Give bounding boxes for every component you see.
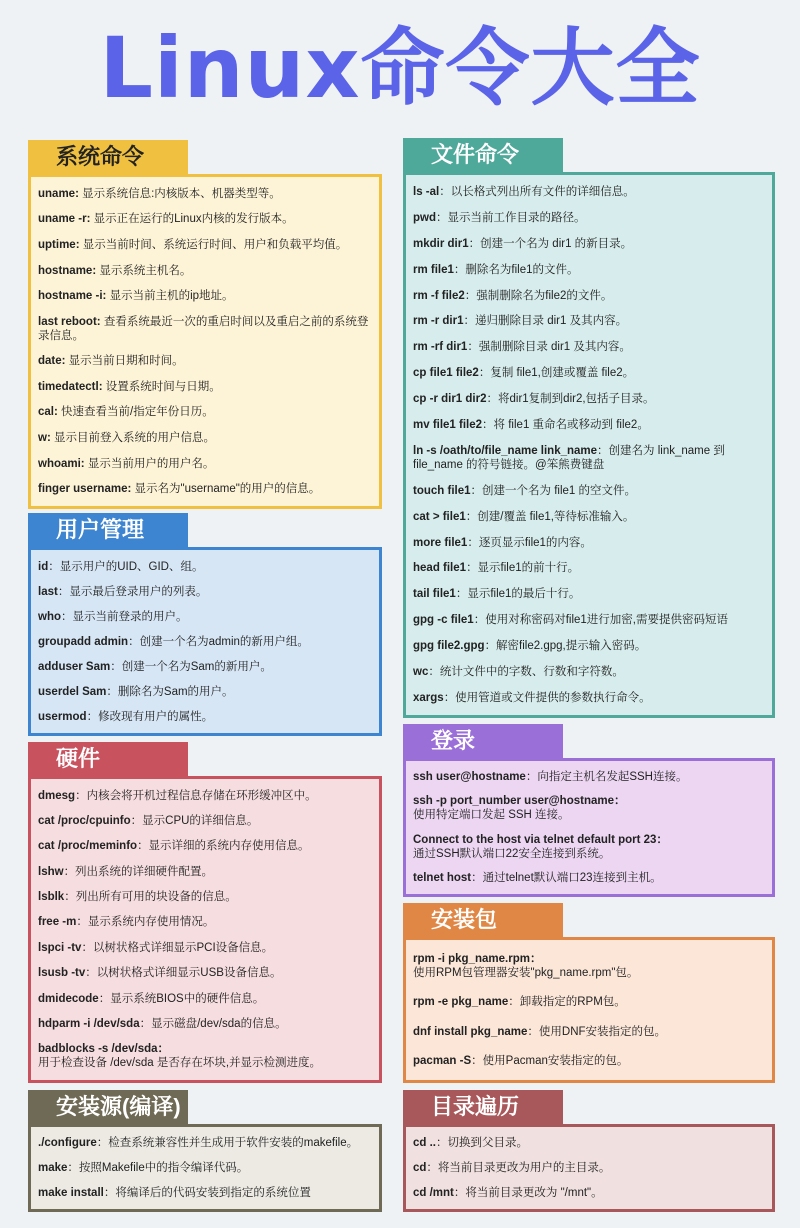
command-description: ：将当前目录更改为 "/mnt"。 [453,1186,603,1199]
command-list [403,1124,775,1212]
command-item [413,639,765,653]
command-item [413,340,765,354]
command-item [413,665,765,679]
command-name: who [38,610,61,623]
command-item [38,941,372,955]
command-description: 显示当前时间、系统运行时间、用户和负载平均值。 [79,238,348,251]
command-description: ：列出系统的详细硬件配置。 [63,865,214,878]
command-description: ：逐页显示file1的内容。 [467,536,592,549]
section-title: 硬件 [28,742,188,776]
command-description: ：强制删除目录 dir1 及其内容。 [467,341,631,354]
command-item [413,1161,765,1175]
command-item [38,610,372,624]
command-item [413,833,765,861]
command-name: touch file1 [413,484,471,497]
command-list [28,547,382,736]
command-name: dmidecode [38,992,99,1005]
command-name: make [38,1161,68,1174]
command-item [38,1017,372,1031]
command-item [413,952,765,980]
command-name: dmesg [38,789,76,802]
command-name: uname: [38,187,79,200]
command-item [38,560,372,574]
command-description: 通过SSH默认端口22安全连接到系统。 [413,847,611,860]
command-description: ：将编译后的代码安装到指定的系统位置 [103,1186,311,1199]
section-title: 用户管理 [28,513,188,547]
command-name: userdel Sam [38,685,107,698]
command-description: 显示目前登入系统的用户信息。 [50,431,215,444]
command-description: ：向指定主机名发起SSH连接。 [525,771,688,784]
command-name: cal: [38,406,58,419]
command-name: gpg file2.gpg [413,640,485,653]
command-description: ：创建一个名为 file1 的空文件。 [470,484,637,497]
command-description: ：使用对称密码对file1进行加密,需要提供密码短语 [473,614,728,627]
section-users [28,513,382,736]
command-list [403,937,775,1083]
command-name: cp file1 file2 [413,367,479,380]
command-description: ：显示CPU的详细信息。 [130,815,259,828]
command-description: ：内核会将开机过程信息存储在环形缓冲区中。 [75,789,317,802]
command-item [38,890,372,904]
command-item [38,354,372,368]
command-item [413,211,765,225]
command-item [38,212,372,226]
command-item [413,770,765,784]
command-name: cat > file1 [413,510,466,523]
command-name: ls -al [413,185,440,198]
command-item [413,613,765,627]
command-item [413,536,765,550]
command-name: pwd [413,211,436,224]
command-name: usermod [38,710,87,723]
command-item [413,366,765,380]
command-description: ：检查系统兼容性并生成用于软件安装的makefile。 [96,1137,359,1150]
command-item [38,710,372,724]
command-description: ：将 file1 重命名或移动到 file2。 [482,418,649,431]
command-name: cat /proc/cpuinfo [38,815,131,828]
command-name: date: [38,355,66,368]
command-name: pacman -S [413,1055,472,1068]
command-description: ：显示磁盘/dev/sda的信息。 [139,1017,287,1030]
command-item [413,1136,765,1150]
section-files [403,138,775,718]
command-description: ：强制删除名为file2的文件。 [464,289,613,302]
command-item [413,263,765,277]
command-description: ：创建一个名为Sam的新用户。 [110,660,272,673]
section-title: 目录遍历 [403,1090,563,1124]
command-description: ：统计文件中的字数、行数和字符数。 [428,665,624,678]
command-description: ：显示系统BIOS中的硬件信息。 [98,992,265,1005]
command-name: telnet host [413,871,472,884]
command-item [38,289,372,303]
command-name: lsusb -tv [38,967,86,980]
command-item [413,237,765,251]
command-item [38,1136,372,1150]
command-name: hostname -i: [38,290,107,303]
command-description: ：创建一个名为admin的新用户组。 [128,635,309,648]
command-name: uname -r: [38,213,91,226]
command-description: 显示名为"username"的用户的信息。 [131,483,321,496]
command-description: ：将当前目录更改为用户的主目录。 [426,1161,611,1174]
command-name: rm -r dir1 [413,315,464,328]
command-item [38,839,372,853]
command-description: ：使用Pacman安装指定的包。 [471,1055,629,1068]
command-name: timedatectl: [38,380,103,393]
command-name: tail file1 [413,588,456,601]
command-description: 显示当前主机的ip地址。 [106,290,234,303]
command-name: ln -s /oath/to/file_name link_name [413,444,598,457]
command-item [38,264,372,278]
section-packages [403,903,775,1083]
command-name: hostname: [38,264,97,277]
command-description: ：显示file1的前十行。 [466,562,580,575]
command-name: adduser Sam [38,660,111,673]
command-name: whoami: [38,457,85,470]
command-item [413,871,765,885]
command-description: ：显示最后登录用户的列表。 [57,585,208,598]
command-description: ：以长格式列出所有文件的详细信息。 [439,185,635,198]
command-item [38,814,372,828]
command-name: cp -r dir1 dir2 [413,393,487,406]
section-login [403,724,775,897]
command-name: badblocks -s /dev/sda： [38,1043,170,1056]
command-description: ：按照Makefile中的指令编译代码。 [67,1161,249,1174]
command-name: mv file1 file2 [413,418,483,431]
command-list [28,174,382,509]
command-description: 快速查看当前/指定年份日历。 [57,406,214,419]
command-item [413,995,765,1009]
command-name: last [38,585,58,598]
command-name: rm file1 [413,263,454,276]
command-description: ：显示详细的系统内存使用信息。 [137,840,310,853]
command-name: gpg -c file1 [413,614,474,627]
command-description: ：创建名为 link_name 到 file_name 的符号链接。@笨熊费键盘 [413,444,725,471]
section-title: 安装源(编译) [28,1090,188,1124]
command-name: more file1 [413,536,468,549]
command-item [38,1042,372,1070]
command-description: ：创建一个名为 dir1 的新目录。 [468,237,633,250]
command-name: ./configure [38,1137,97,1150]
command-item [38,405,372,419]
command-description: 显示正在运行的Linux内核的发行版本。 [90,213,294,226]
command-name: cat /proc/meminfo [38,840,138,853]
command-name: ssh -p port_number user@hostname： [413,795,626,808]
command-description: ：使用管道或文件提供的参数执行命令。 [443,691,651,704]
command-description: 使用特定端口发起 SSH 连接。 [413,809,570,822]
command-item [38,660,372,674]
command-item [38,1186,372,1200]
command-item [38,187,372,201]
command-item [38,966,372,980]
command-item [413,185,765,199]
command-description: ：显示用户的UID、GID、组。 [48,560,204,573]
command-name: id [38,560,49,573]
command-description: ：使用DNF安装指定的包。 [527,1025,667,1038]
command-description: ：切换到父目录。 [436,1137,529,1150]
command-name: cd /mnt [413,1186,454,1199]
command-item [38,1161,372,1175]
command-name: lshw [38,865,64,878]
command-item [38,915,372,929]
command-name: cd [413,1161,427,1174]
command-description: ：删除名为file1的文件。 [453,263,579,276]
command-list [28,1124,382,1212]
command-name: rm -f file2 [413,289,465,302]
command-item [413,561,765,575]
command-name: Connect to the host via telnet default port 23： [413,833,668,846]
command-description: ：复制 file1,创建或覆盖 file2。 [478,367,635,380]
command-item [38,992,372,1006]
command-description: ：显示file1的最后十行。 [455,588,581,601]
command-name: groupadd admin [38,635,129,648]
command-name: ssh user@hostname [413,771,526,784]
command-description: 显示当前用户的用户名。 [84,457,215,470]
command-item [38,635,372,649]
command-description: ：列出所有可用的块设备的信息。 [64,891,237,904]
command-item [38,482,372,496]
command-item [413,484,765,498]
command-description: ：显示当前工作目录的路径。 [436,211,586,224]
command-item [38,457,372,471]
command-description: ：卸载指定的RPM包。 [508,996,626,1009]
command-name: rpm -e pkg_name [413,996,509,1009]
command-description: 用于检查设备 /dev/sda 是否存在坏块,并显示检测进度。 [38,1057,322,1070]
command-description: 使用RPM包管理器安装"pkg_name.rpm"包。 [413,966,639,979]
section-title: 文件命令 [403,138,563,172]
command-item [413,794,765,822]
section-source [28,1090,382,1212]
command-item [413,510,765,524]
command-item [38,380,372,394]
section-title: 系统命令 [28,140,188,174]
command-list [403,758,775,897]
command-item [38,685,372,699]
command-item [38,865,372,879]
command-description: ：修改现有用户的属性。 [86,710,214,723]
command-name: last reboot: [38,315,101,328]
command-name: dnf install pkg_name [413,1025,528,1038]
section-system [28,140,382,509]
command-description: 设置系统时间与日期。 [102,380,221,393]
command-name: mkdir dir1 [413,237,469,250]
command-item [38,585,372,599]
command-name: rpm -i pkg_name.rpm： [413,952,542,965]
command-description: ：显示当前登录的用户。 [61,610,188,623]
command-item [413,444,765,472]
command-item [413,691,765,705]
command-item [38,431,372,445]
command-name: head file1 [413,562,467,575]
command-item [38,315,372,343]
command-item [38,789,372,803]
command-name: wc [413,665,429,678]
command-name: rm -rf dir1 [413,341,468,354]
command-item [413,1054,765,1068]
command-name: lsblk [38,891,65,904]
command-description: ：显示系统内存使用情况。 [76,916,215,929]
command-description: ：以树状格式详细显示USB设备信息。 [85,967,282,980]
command-description: 显示系统主机名。 [96,264,192,277]
command-description: ：通过telnet默认端口23连接到主机。 [471,871,662,884]
command-description: 查看系统最近一次的重启时间以及重启之前的系统登录信息。 [38,315,369,342]
command-item [413,392,765,406]
command-description: ：以树状格式详细显示PCI设备信息。 [81,941,274,954]
command-description: ：创建/覆盖 file1,等待标准输入。 [465,510,635,523]
command-name: w: [38,431,51,444]
command-item [413,1186,765,1200]
section-title: 登录 [403,724,563,758]
command-list [28,776,382,1083]
command-name: xargs [413,691,444,704]
command-description: ：将dir1复制到dir2,包括子目录。 [486,393,655,406]
command-name: lspci -tv [38,941,82,954]
command-list [403,172,775,718]
command-name: hdparm -i /dev/sda [38,1017,140,1030]
command-name: finger username: [38,483,132,496]
command-name: free -m [38,916,77,929]
command-item [413,1025,765,1039]
command-item [413,418,765,432]
command-description: ：递归删除目录 dir1 及其内容。 [463,315,628,328]
section-dirs [403,1090,775,1212]
command-item [413,587,765,601]
command-item [413,289,765,303]
section-title: 安装包 [403,903,563,937]
command-description: 显示当前日期和时间。 [65,355,184,368]
command-description: ：解密file2.gpg,提示输入密码。 [484,640,647,653]
command-description: ：删除名为Sam的用户。 [106,685,234,698]
page-title: Linux命令大全 [99,19,701,117]
command-item [38,238,372,252]
command-item [413,314,765,328]
section-hardware [28,742,382,1083]
command-name: uptime: [38,238,80,251]
command-description: 显示系统信息:内核版本、机器类型等。 [78,187,281,200]
command-name: cd .. [413,1137,437,1150]
command-name: make install [38,1186,104,1199]
